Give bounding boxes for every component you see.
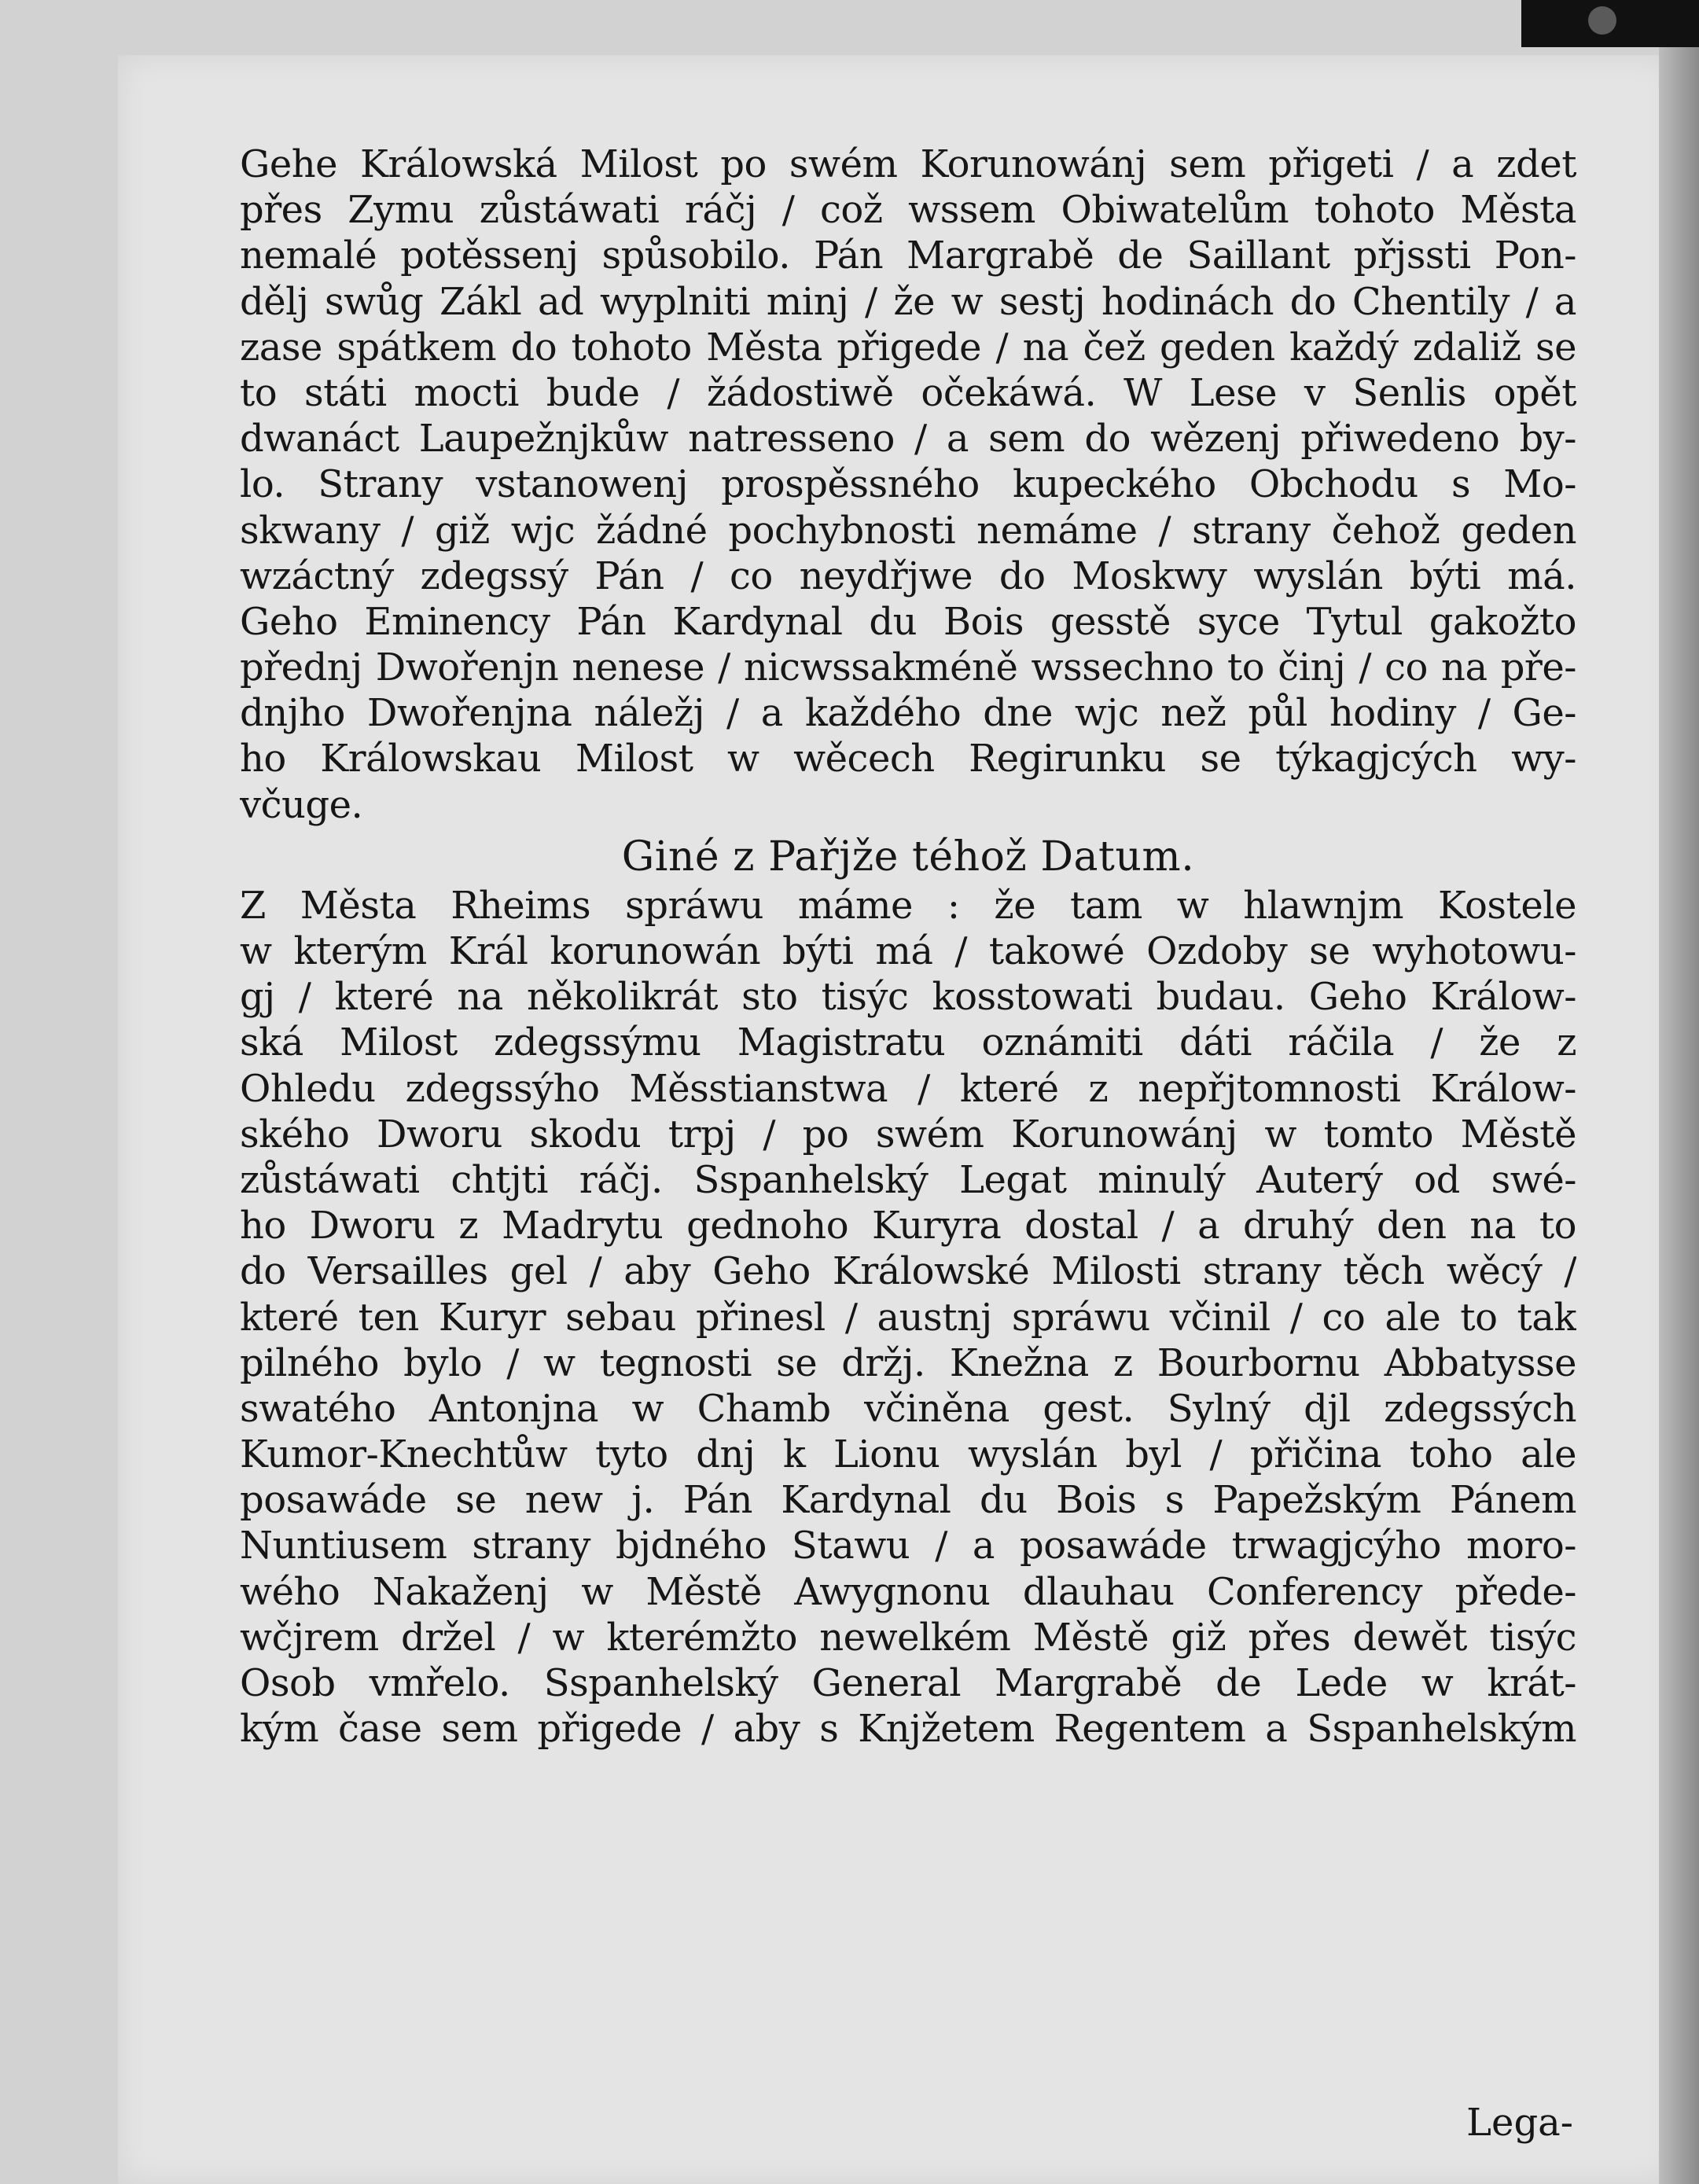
text-line: skwany / giž wjc žádné pochybnosti nemáme / strany čehož geden	[240, 508, 1576, 553]
text-line: Gehe Králowská Milost po swém Korunowánj sem přigeti / a zdet	[240, 142, 1576, 186]
text-line: dwanáct Laupežnjkůw natressenо / a sem do wězenj přiwedeno by-	[240, 417, 1576, 461]
catchword: Lega-	[1466, 2101, 1573, 2145]
text-line: nemalé potěssenj spůsobilo. Pán Margrabě de Saillant přjssti Pon-	[240, 233, 1576, 278]
text-line: dělj swůg Zákl ad wyplniti minj / že w sestj hodinách do Chentily / a	[240, 279, 1576, 324]
text-line: Nuntiusem strany bjdného Stawu / a posawáde trwagjcýho moro-	[240, 1524, 1576, 1568]
text-line: w kterým Král korunowán býti má / takowé Ozdoby se wyhotowu-	[240, 929, 1576, 973]
text-line: pilného bylo / w tegnosti se držj. Knežna z Bourbornu Abbatysse	[240, 1340, 1576, 1385]
text-line: kým čase sem přigede / aby s Knjžetem Regentem a Sspanhelským	[240, 1707, 1576, 1752]
text-line: které ten Kuryr sebau přinesl / austnj spráwu včinil / co ale to tak	[240, 1295, 1576, 1340]
text-line: wčjrem držel / w kterémžto newelkém Městě giž přes dewět tisýc	[240, 1615, 1576, 1660]
text-line: včuge.	[240, 782, 363, 827]
section-heading: Giné z Pařjže téhož Datum.	[621, 833, 1195, 881]
text-line: přednj Dwořenjn nenese / nicwssakméně wssechno to činj / co na pře-	[240, 645, 1576, 690]
text-line: wého Nakaženj w Městě Awygnonu dlauhau Conferency přede-	[240, 1569, 1576, 1614]
text-line: zase spátkem do tohoto Města přigede / na čež geden každý zdaliž se	[240, 325, 1576, 370]
scan-blot	[1588, 6, 1616, 35]
text-line: to státi mocti bude / žádostiwě očekáwá. W Lese v Senlis opět	[240, 370, 1576, 415]
text-line: lo. Strany vstanowenj prospěssného kupeckého Obchodu s Mo-	[240, 462, 1576, 507]
page-gutter-shadow	[1659, 0, 1699, 2184]
text-line: posawáde se new j. Pán Kardynal du Bois s Papežským Pánem	[240, 1478, 1576, 1523]
text-line: Kumor-Knechtůw tyto dnj k Lionu wyslán byl / přičina toho ale	[240, 1432, 1576, 1477]
text-line: přes Zymu zůstáwati ráčj / což wssem Obiwatelům tohoto Města	[240, 188, 1576, 233]
text-line: ská Milost zdegssýmu Magistratu oznámiti dáti ráčila / že z	[240, 1020, 1576, 1065]
text-line: dnjho Dwořenjna náležj / a každého dne wjc než půl hodiny / Ge-	[240, 691, 1576, 736]
text-line: wzáctný zdegssý Pán / co neydřjwe do Moskwy wyslán býti má.	[240, 553, 1576, 598]
text-line: ského Dworu skodu trpj / po swém Korunowánj w tomto Městě	[240, 1112, 1576, 1156]
text-line: Z Města Rheims spráwu máme : že tam w hlawnjm Kostele	[240, 883, 1576, 928]
text-line: ho Králowskau Milost w wěcech Regirunku se týkagjcých wy-	[240, 737, 1576, 781]
text-line: do Versailles gel / aby Geho Králowské Milosti strany těch wěcý /	[240, 1249, 1576, 1294]
text-line: Osob vmřelo. Sspanhelský General Margrabě de Lede w krát-	[240, 1661, 1576, 1705]
text-line: gj / které na několikrát sto tisýc kosstowati budau. Geho Králow-	[240, 975, 1576, 1020]
text-line: ho Dworu z Madrytu gednoho Kuryra dostal / a druhý den na to	[240, 1204, 1576, 1248]
text-line: zůstáwati chtjti ráčj. Sspanhelský Legat minulý Auterý od swé-	[240, 1157, 1576, 1202]
text-line: Ohledu zdegssýho Měsstianstwa / které z nepřjtomnosti Králow-	[240, 1066, 1576, 1111]
text-line: swatého Antonjna w Chamb včiněna gest. Sylný djl zdegssých	[240, 1386, 1576, 1431]
text-line: Geho Eminency Pán Kardynal du Bois gesstě syce Tytul gakožto	[240, 599, 1576, 644]
page-text	[240, 142, 1576, 1752]
